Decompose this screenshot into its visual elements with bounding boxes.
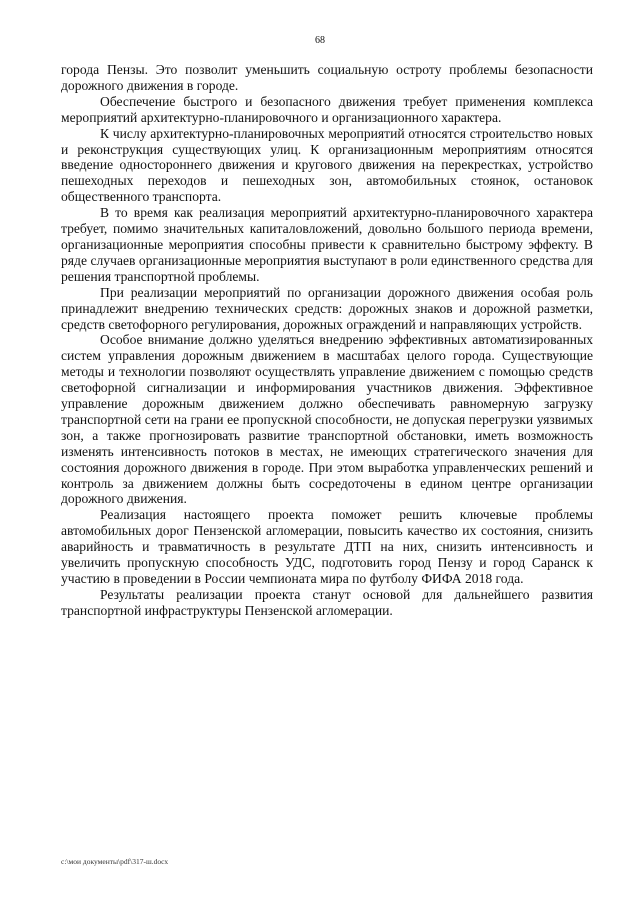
document-body [61,62,593,619]
paragraph: При реализации мероприятий по организации дорожного движения особая роль принадлежит внедрению технических средств: дорожных знаков и дорожной разметки, средств светофорного регулирования, дорожных ограждений и направляющих устройств. [61,284,593,332]
paragraph: В то время как реализация мероприятий архитектурно-планировочного характера требует, помимо значительных капиталовложений, довольно большого периода времени, организационные мероприятия способны привести к сравнительно быстрому эффекту. В ряде случаев организационные мероприятия выступают в роли единственного средства для решения транспортной проблемы. [61,205,593,284]
paragraph: К числу архитектурно-планировочных мероприятий относятся строительство новых и реконструкция существующих улиц. К организационным мероприятиям относятся введение одностороннего движения и кругового движения на перекрестках, устройство пешеходных переходов и пешеходных зон, автомобильных стоянок, остановок общественного транспорта. [61,125,593,205]
paragraph: Особое внимание должно уделяться внедрению эффективных автоматизированных систем управления дорожным движением в масштабах целого города. Существующие методы и технологии позволяют осуществлять управление движением с помощью средств светофорной сигнализации и информирования участников движения. Эффективное управление дорожным движением должно обеспечивать равномерную загрузку транспортной сети на грани ее пропускной способности, не допуская перегрузки уязвимых зон, а также прогнозировать развитие транспортной обстановки, иметь возможность изменять интенсивность потоков в местах, не имеющих стратегического значения для состояния дорожного движения в городе. При этом выработка управленческих решений и контроль за движением должны быть сосредоточены в едином центре организации дорожного движения. [61,332,593,507]
paragraph: Результаты реализации проекта станут основой для дальнейшего развития транспортной инфраструктуры Пензенской агломерации. [61,586,593,618]
footer-file-path: c:\мои документы\pdf\317-ш.docx [61,857,169,866]
page-number: 68 [315,35,325,46]
paragraph: Обеспечение быстрого и безопасного движения требует применения комплекса мероприятий архитектурно-планировочного и организационного характера. [61,93,593,125]
paragraph-continuation: города Пензы. Это позволит уменьшить социальную остроту проблемы безопасности дорожного движения в городе. [61,62,593,93]
paragraph: Реализация настоящего проекта поможет решить ключевые проблемы автомобильных дорог Пензенской агломерации, повысить качество их состояния, снизить аварийность и травматичность в результате ДТП на них, снизить интенсивность и увеличить пропускную способность УДС, подготовить город Пензу и город Саранск к участию в проведении в России чемпионата мира по футболу ФИФА 2018 года. [61,507,593,586]
